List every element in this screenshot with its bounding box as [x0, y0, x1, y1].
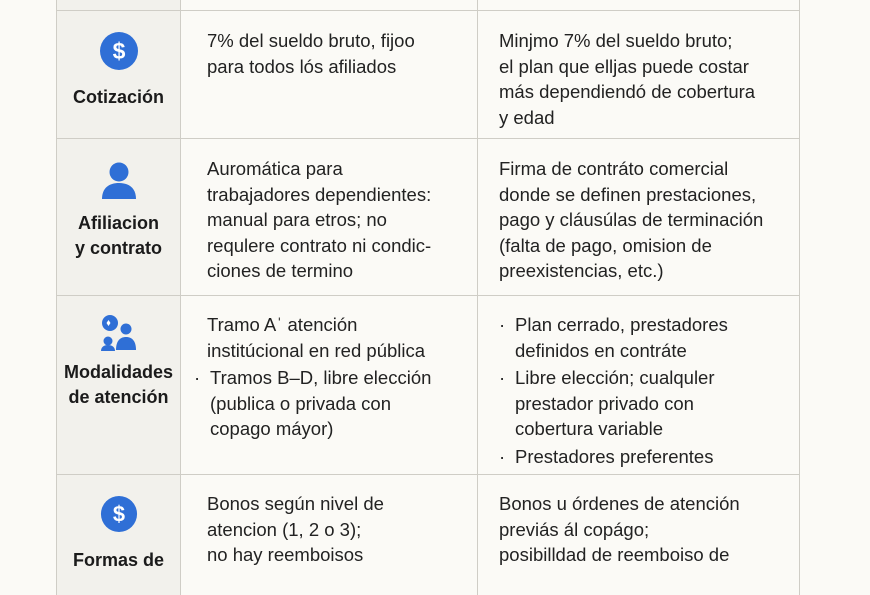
cell-text-line: (falta de pago, omision de [499, 234, 712, 256]
table-row-formas [57, 475, 799, 595]
table-row-previous [57, 0, 799, 11]
public-column-cell [181, 475, 478, 595]
bullet-item: · Plan cerrado, prestadores definidos en contráte [499, 314, 728, 361]
care-people-icon [99, 314, 139, 352]
private-column-cell [478, 139, 799, 295]
row-label-cell [57, 139, 181, 295]
cell-text-line: requlere contrato ni condic- [207, 234, 432, 256]
cell-text-line: más dependiendó de cobertura [499, 81, 756, 102]
row-label: Afiliacion y contrato [74, 213, 162, 258]
cell-text-line: preexistencias, etc.) [499, 260, 664, 281]
cell-text-line: el plan que elljas puede costar [499, 55, 749, 77]
row-label: Modalidades de atención [63, 362, 174, 407]
cell-text-line: trabajadores dependientes: [207, 183, 432, 205]
svg-text:$: $ [112, 38, 125, 64]
cell-text-line: no hay reemboisos [207, 544, 364, 565]
private-column-cell [478, 296, 799, 474]
cell-text-line: manual para etros; no [207, 209, 387, 230]
cell-text-line: posibilldad de reemboiso de [499, 544, 730, 565]
table-row-afiliacion [57, 139, 799, 296]
public-column-cell [181, 11, 478, 138]
cell-text-line: y edad [499, 106, 555, 128]
cell-text-line: 7% del sueldo bruto, fijoo [207, 30, 415, 51]
row-label: Formas de [72, 550, 165, 570]
person-icon [100, 161, 138, 201]
cell-text-line: Firma de contráto comercial [499, 158, 729, 179]
public-column-cell [181, 139, 478, 295]
cell-text-line: Auromática para [207, 158, 343, 179]
private-column-cell [478, 475, 799, 595]
row-label-cell [57, 475, 181, 595]
bullet-item: · Libre elección; cualquler prestador privado con cobertura variable [499, 367, 715, 439]
dollar-coin-icon [100, 495, 138, 533]
cell-text-line: Tramo Aˈ atención [207, 314, 358, 335]
private-column-cell [478, 11, 799, 138]
cell-text-line: pago y cláusúlas de terminación [499, 209, 764, 230]
comparison-table [56, 0, 800, 595]
cell-text-line: para todos lós afiliados [207, 55, 397, 77]
bullet-item: · Prestadores preferentes [499, 445, 714, 467]
table-row-modalidades [57, 296, 799, 475]
cell-text-line: ciones de termino [207, 260, 354, 281]
cell-text-line: Bonos u órdenes de atención [499, 493, 740, 514]
row-label-cell [57, 296, 181, 474]
cell-text-line: previás ál copágo; [499, 518, 650, 540]
table-row-cotizacion [57, 11, 799, 139]
row-label: Cotización [72, 87, 164, 107]
public-column-cell [181, 296, 478, 474]
dollar-coin-icon [99, 31, 139, 71]
cell-text-line: institúcional en red pública [207, 339, 426, 361]
row-label-cell [57, 11, 181, 138]
cell-text-line: Bonos según nivel de [207, 493, 384, 514]
cell-text-line: Minjmo 7% del sueldo bruto; [499, 30, 733, 51]
cell-text-line: atencion (1, 2 o 3); [207, 518, 362, 540]
cell-text-line: donde se definen prestaciones, [499, 183, 757, 205]
svg-text:$: $ [112, 501, 125, 527]
bullet-item: · Tramos B–D, libre elección (publica o privada con copago máyor) [194, 367, 432, 439]
